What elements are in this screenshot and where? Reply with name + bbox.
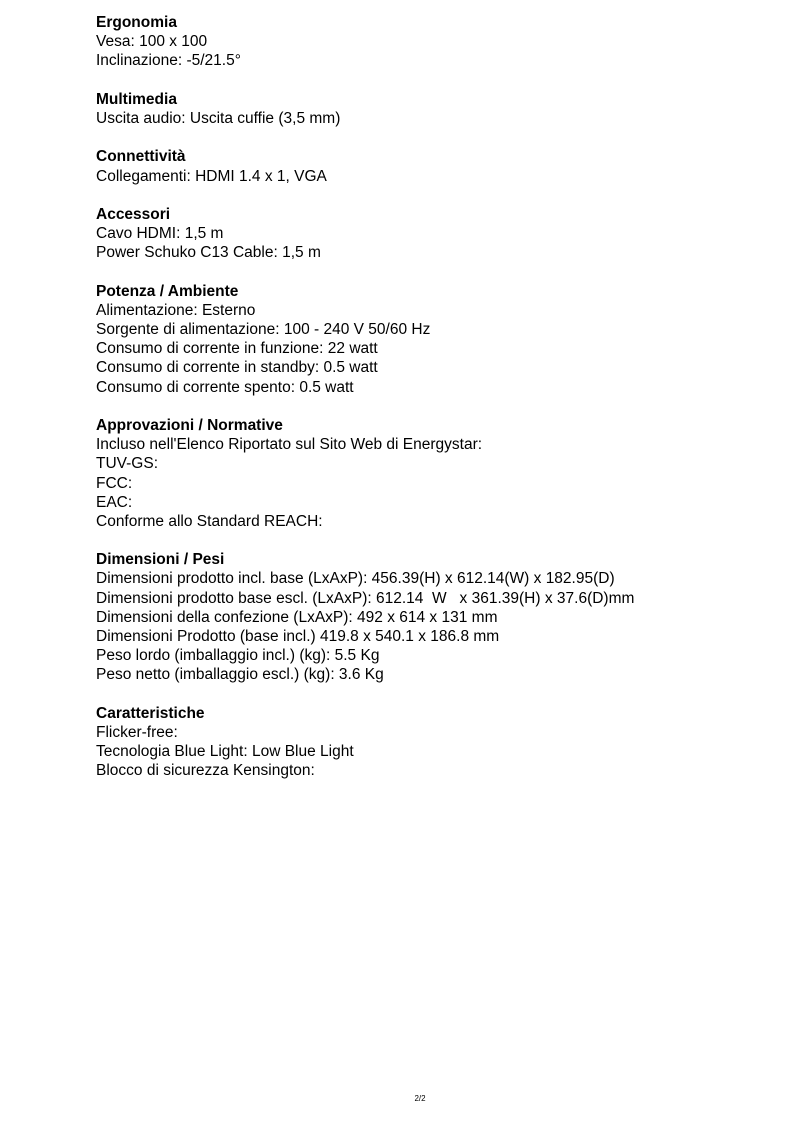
spec-line: Incluso nell'Elenco Riportato sul Sito Web di Energystar:	[96, 436, 483, 454]
spec-line: Uscita audio: Uscita cuffie (3,5 mm)	[96, 109, 341, 127]
spec-line: Flicker-free:	[96, 723, 178, 741]
spec-line: Collegamenti: HDMI 1.4 x 1, VGA	[96, 167, 327, 185]
spec-line: Consumo di corrente in standby: 0.5 watt	[96, 359, 378, 377]
spec-line: Peso netto (imballaggio escl.) (kg): 3.6 Kg	[96, 666, 384, 684]
section-potenza-ambiente	[96, 282, 776, 397]
section-heading: Ergonomia	[96, 14, 177, 31]
section-accessori	[96, 205, 776, 263]
spec-line: Sorgente di alimentazione: 100 - 240 V 50/60 Hz	[96, 321, 431, 338]
section-heading: Dimensioni / Pesi	[96, 551, 225, 569]
section-caratteristiche	[96, 704, 776, 781]
spec-line: FCC:	[96, 474, 133, 492]
spec-line: Cavo HDMI: 1,5 m	[96, 225, 224, 243]
page-number: 2/2	[414, 1094, 426, 1103]
spec-line: Dimensioni della confezione (LxAxP): 492 x 614 x 131 mm	[96, 608, 498, 626]
spec-line: Inclinazione: -5/21.5°	[96, 52, 241, 70]
spec-line: Consumo di corrente spento: 0.5 watt	[96, 378, 354, 396]
section-heading: Connettività	[96, 148, 186, 166]
spec-sheet-content	[96, 13, 776, 800]
section-heading: Caratteristiche	[96, 704, 205, 722]
spec-line: Dimensioni prodotto base escl. (LxAxP): 612.14 W x 361.39(H) x 37.6(D)mm	[96, 589, 635, 607]
spec-line: Alimentazione: Esterno	[96, 301, 256, 319]
spec-line: Consumo di corrente in funzione: 22 watt	[96, 340, 378, 358]
spec-line: Conforme allo Standard REACH:	[96, 512, 323, 530]
spec-line: Blocco di sicurezza Kensington:	[96, 762, 315, 780]
spec-line: EAC:	[96, 493, 133, 511]
spec-line: Peso lordo (imballaggio incl.) (kg): 5.5 Kg	[96, 647, 380, 665]
section-connettivita	[96, 147, 776, 185]
section-heading: Potenza / Ambiente	[96, 282, 239, 300]
spec-line: Tecnologia Blue Light: Low Blue Light	[96, 743, 354, 761]
section-multimedia	[96, 90, 776, 128]
section-heading: Multimedia	[96, 90, 177, 108]
section-approvazioni-normative	[96, 416, 776, 531]
section-ergonomia	[96, 13, 776, 71]
spec-line: TUV-GS:	[96, 455, 159, 473]
section-heading: Accessori	[96, 205, 171, 223]
section-heading: Approvazioni / Normative	[96, 416, 283, 434]
spec-line: Power Schuko C13 Cable: 1,5 m	[96, 244, 321, 262]
spec-line: Dimensioni Prodotto (base incl.) 419.8 x 540.1 x 186.8 mm	[96, 628, 500, 645]
section-dimensioni-pesi	[96, 550, 776, 684]
spec-line: Vesa: 100 x 100	[96, 33, 208, 51]
spec-line: Dimensioni prodotto incl. base (LxAxP): 456.39(H) x 612.14(W) x 182.95(D)	[96, 570, 615, 588]
